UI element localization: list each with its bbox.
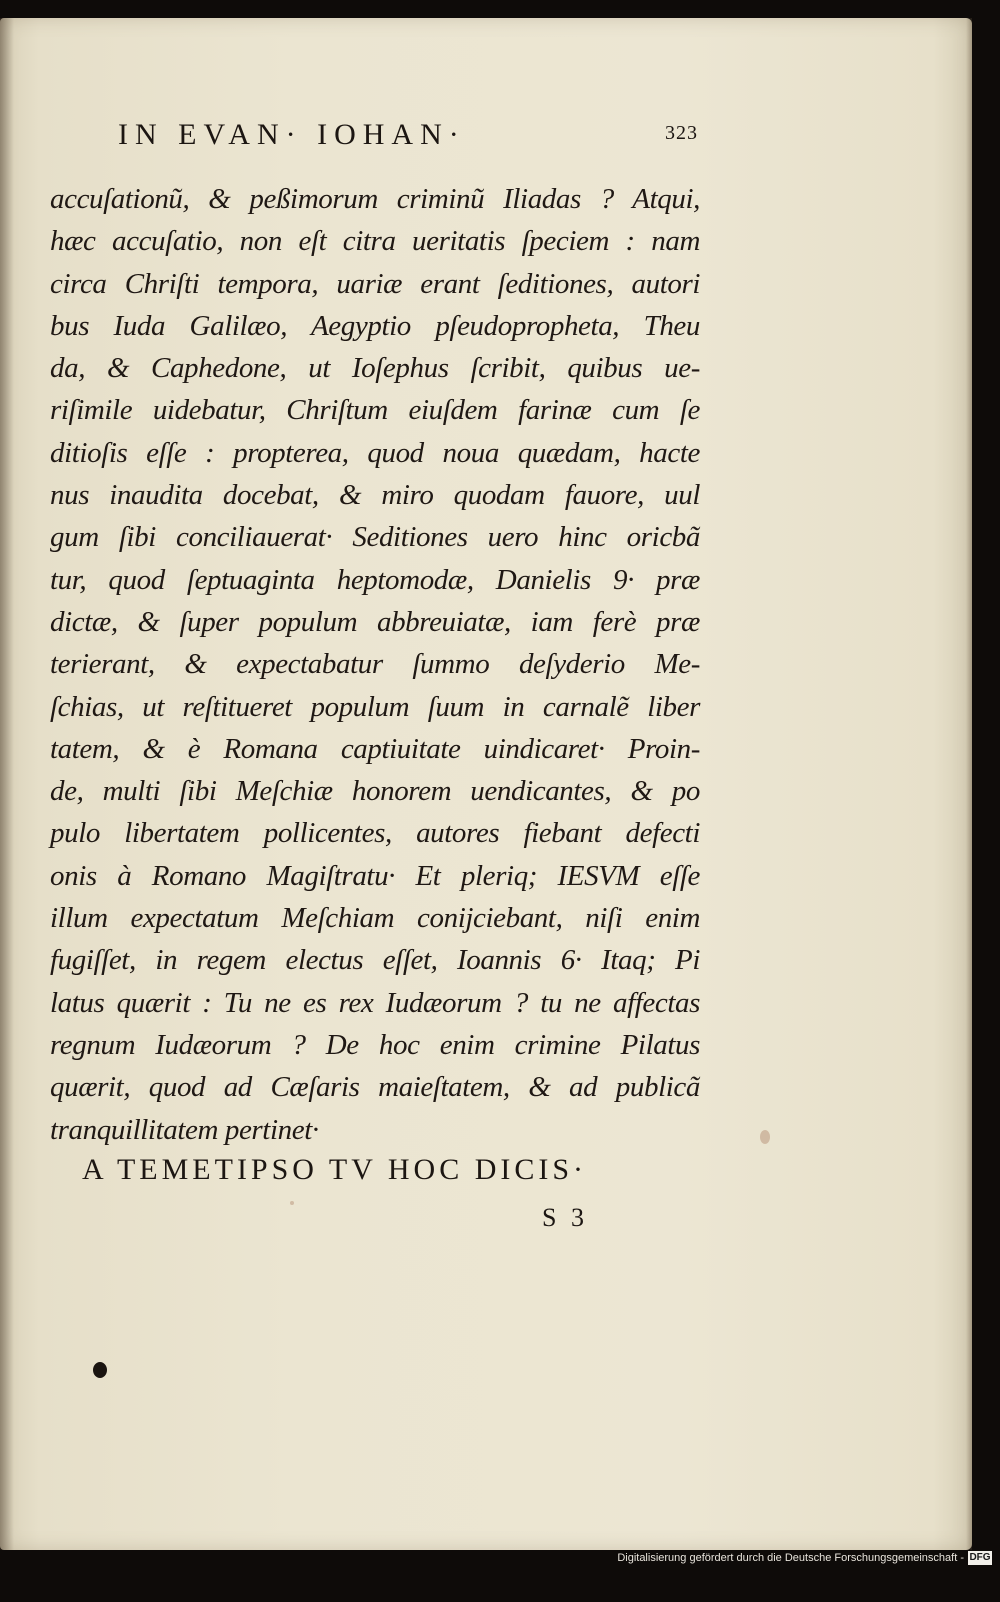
text-line: quærit, quod ad Cæſaris maieſtatem, & ad publicã (50, 1071, 700, 1104)
dfg-logo: DFG (969, 1552, 991, 1563)
text-line: tatem, & è Romana captiuitate uindicaret· Proin- (50, 732, 700, 765)
folio-number: 323 (665, 122, 698, 144)
text-line: circa Chriſti tempora, uariæ erant ſeditiones, autori (50, 267, 700, 300)
book-page (0, 18, 972, 1550)
text-line: illum expectatum Meſchiam conijciebant, niſi enim (50, 902, 700, 935)
text-line: nus inaudita docebat, & miro quodam fauore, uul (50, 479, 700, 512)
ink-blot (93, 1362, 107, 1378)
paper-stain (760, 1130, 770, 1144)
text-line: accuſationũ, & peßimorum criminũ Iliadas ? Atqui, (50, 183, 700, 215)
text-line: onis à Romano Magiſtratu· Et pleriq; IESVM eſſe (50, 859, 700, 892)
signature-mark: S 3 (542, 1203, 588, 1232)
text-line: fugiſſet, in regem electus eſſet, Ioannis 6· Itaq; Pi (50, 944, 700, 977)
text-line: hæc accuſatio, non eſt citra ueritatis ſpeciem : nam (50, 225, 700, 258)
text-line: bus Iuda Galilæo, Aegyptio pſeudopropheta, Theu (50, 309, 700, 342)
text-line: da, & Caphedone, ut Ioſephus ſcribit, quibus ue- (50, 352, 700, 385)
page-edge (966, 18, 972, 1550)
text-line: pulo libertatem pollicentes, autores fiebant defecti (50, 817, 700, 850)
text-line: riſimile uidebatur, Chriſtum eiuſdem farinæ cum ſe (50, 394, 700, 427)
text-line: dictæ, & ſuper populum abbreuiatæ, iam ferè præ (50, 605, 700, 638)
text-line: de, multi ſibi Meſchiæ honorem uendicantes, & po (50, 775, 700, 808)
section-heading: A TEMETIPSO TV HOC DICIS· (82, 1153, 588, 1186)
body-text (50, 178, 700, 1151)
paper-stain (290, 1201, 294, 1205)
page-header (118, 118, 698, 158)
text-line: tur, quod ſeptuaginta heptomodæ, Danielis 9· præ (50, 563, 700, 596)
text-line: tranquillitatem pertinet· (50, 1113, 319, 1146)
digitization-credit: Digitalisierung gefördert durch die Deutsche Forschungsgemeinschaft - (617, 1552, 964, 1564)
text-line: regnum Iudæorum ? De hoc enim crimine Pilatus (50, 1028, 700, 1061)
running-title: IN EVAN· IOHAN· (118, 118, 466, 151)
text-line: ditioſis eſſe : propterea, quod noua quædam, hacte (50, 436, 700, 469)
text-line: terierant, & expectabatur ſummo deſyderio Me- (50, 648, 700, 681)
text-line: gum ſibi conciliauerat· Seditiones uero hinc oricbã (50, 521, 700, 554)
text-line: ſchias, ut reſtitueret populum ſuum in carnalẽ liber (50, 690, 700, 723)
spine-shadow (0, 18, 14, 1550)
text-line: latus quærit : Tu ne es rex Iudæorum ? tu ne affectas (50, 986, 700, 1019)
